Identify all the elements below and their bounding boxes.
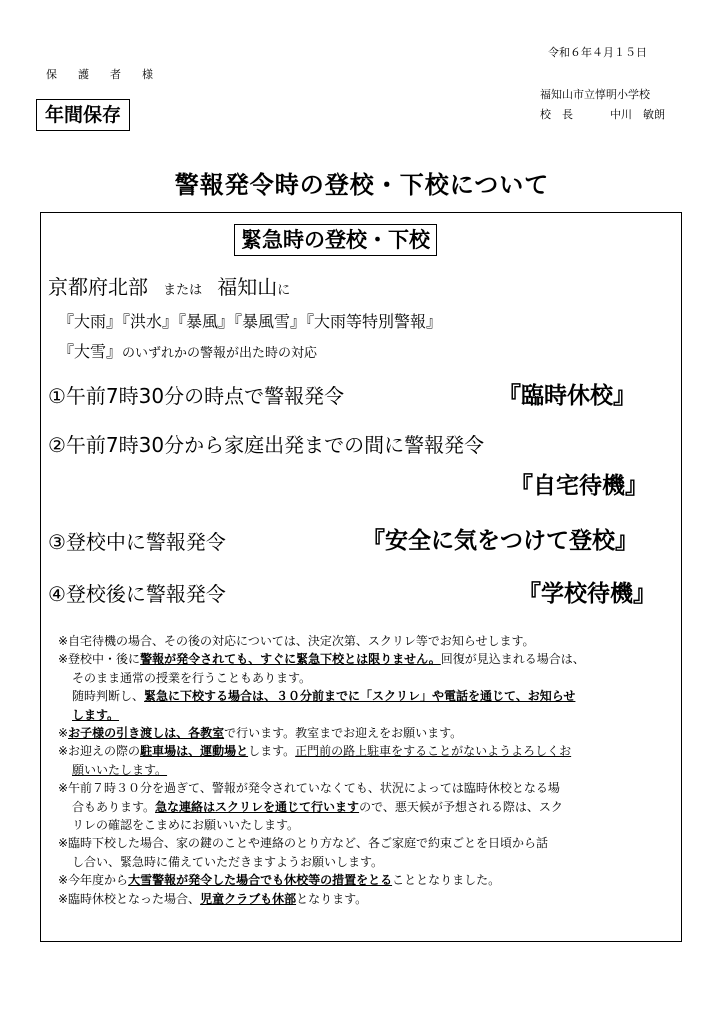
rule-1-result: 『臨時休校』	[498, 383, 636, 409]
note-emphasis: 緊急に下校する場合は、３０分前までに「スクリレ」や電話を通じて、お知らせ	[144, 689, 576, 704]
note-item	[58, 816, 683, 834]
rule-2-result: 『自宅待機』	[510, 473, 648, 499]
note-underlined: 正門前の路上駐車をすることがないようよろしくお	[295, 744, 572, 759]
region-line	[48, 271, 290, 300]
keep-annual-badge: 年間保存	[36, 99, 130, 131]
rule-2-text: ②午前7時30分から家庭出発までの間に警報発令	[48, 433, 485, 457]
note-item	[58, 890, 683, 908]
note-emphasis: 児童クラブも休部	[200, 891, 297, 906]
note-underlined: 願いいたします。	[72, 762, 168, 777]
principal	[540, 106, 665, 122]
warnings-line-1: 『大雨』『洪水』『暴風』『暴風雪』『大雨等特別警報』	[58, 312, 443, 331]
note-text: ※登校中・後に	[58, 652, 141, 667]
note-text: そのまま通常の授業を行うこともあります。	[72, 670, 312, 685]
note-emphasis: します。	[72, 707, 120, 722]
note-text: ※今年度から	[58, 873, 129, 888]
note-text: で行います。教室までお迎えをお願います。	[224, 726, 463, 741]
school-name: 福知山市立惇明小学校	[540, 88, 650, 101]
note-text: こととなりました。	[392, 873, 501, 888]
box-heading: 緊急時の登校・下校	[234, 224, 437, 256]
note-emphasis: 警報が発令されても、すぐに緊急下校とは限りません。	[140, 652, 441, 667]
issue-date: 令和６年４月１５日	[548, 46, 647, 59]
note-text: します。	[248, 744, 296, 759]
note-emphasis: 駐車場は、運動場と	[140, 744, 249, 759]
note-text: 合もあります。	[72, 799, 156, 814]
principal-title: 校 長	[540, 108, 573, 121]
rule-3-text: ③登校中に警報発令	[48, 530, 226, 554]
principal-name: 中川 敏朗	[610, 108, 665, 121]
region-a: 京都府北部	[48, 275, 148, 299]
note-text: 回復が見込まれる場合は、	[440, 652, 585, 667]
rule-4-result: 『学校待機』	[518, 581, 656, 607]
note-text: 随時判断し、	[72, 689, 145, 704]
note-text: ※臨時休校となった場合、	[58, 891, 201, 906]
note-item	[58, 798, 683, 816]
page-title: 警報発令時の登校・下校について	[174, 171, 550, 199]
note-item	[58, 632, 683, 650]
warnings-line-2-rest: のいずれかの警報が出た時の対応	[122, 346, 318, 361]
note-item	[58, 687, 683, 705]
rule-4-text: ④登校後に警報発令	[48, 582, 226, 606]
note-item	[58, 834, 683, 852]
warning-snow: 『大雪』	[58, 342, 123, 361]
recipient: 保 護 者 様	[46, 68, 158, 81]
note-item	[58, 650, 683, 668]
note-text: ※午前７時３０分を過ぎて、警報が発令されていなくても、状況によっては臨時休校となる場	[58, 781, 560, 796]
note-emphasis: お子様の引き渡しは、各教室	[68, 726, 225, 741]
note-item	[58, 724, 683, 742]
ni-text: に	[277, 283, 291, 298]
note-text: となります。	[296, 891, 368, 906]
note-item	[58, 853, 683, 871]
rule-1-text: ①午前7時30分の時点で警報発令	[48, 384, 345, 408]
note-item	[58, 779, 683, 797]
note-text: ので、悪天候が予想される際は、スク	[359, 799, 563, 814]
region-b: 福知山	[217, 275, 278, 299]
note-item	[58, 871, 683, 889]
note-item	[58, 669, 683, 687]
or-text: または	[163, 283, 203, 298]
note-text: ※	[58, 726, 69, 741]
note-text: リレの確認をこまめにお願いいたします。	[72, 818, 300, 833]
warnings-line-2	[58, 339, 317, 362]
notes-list	[58, 632, 683, 908]
note-text: ※自宅待機の場合、その後の対応については、決定次第、スクリレ等でお知らせします。	[58, 634, 535, 648]
note-item	[58, 706, 683, 724]
note-emphasis: 大雪警報が発令した場合でも休校等の措置をとる	[128, 873, 393, 888]
note-text: ※臨時下校した場合、家の鍵のことや連絡のとり方など、各ご家庭で約束ごとを日頃から話	[58, 836, 549, 851]
note-emphasis: 急な連絡はスクリレを通じて行います	[155, 799, 360, 814]
note-item	[58, 742, 683, 760]
note-text: ※お迎えの際の	[58, 744, 141, 759]
note-text: し合い、緊急時に備えていただきますようお願いします。	[72, 854, 384, 869]
note-item	[58, 761, 683, 779]
rule-3-result: 『安全に気をつけて登校』	[362, 528, 638, 554]
